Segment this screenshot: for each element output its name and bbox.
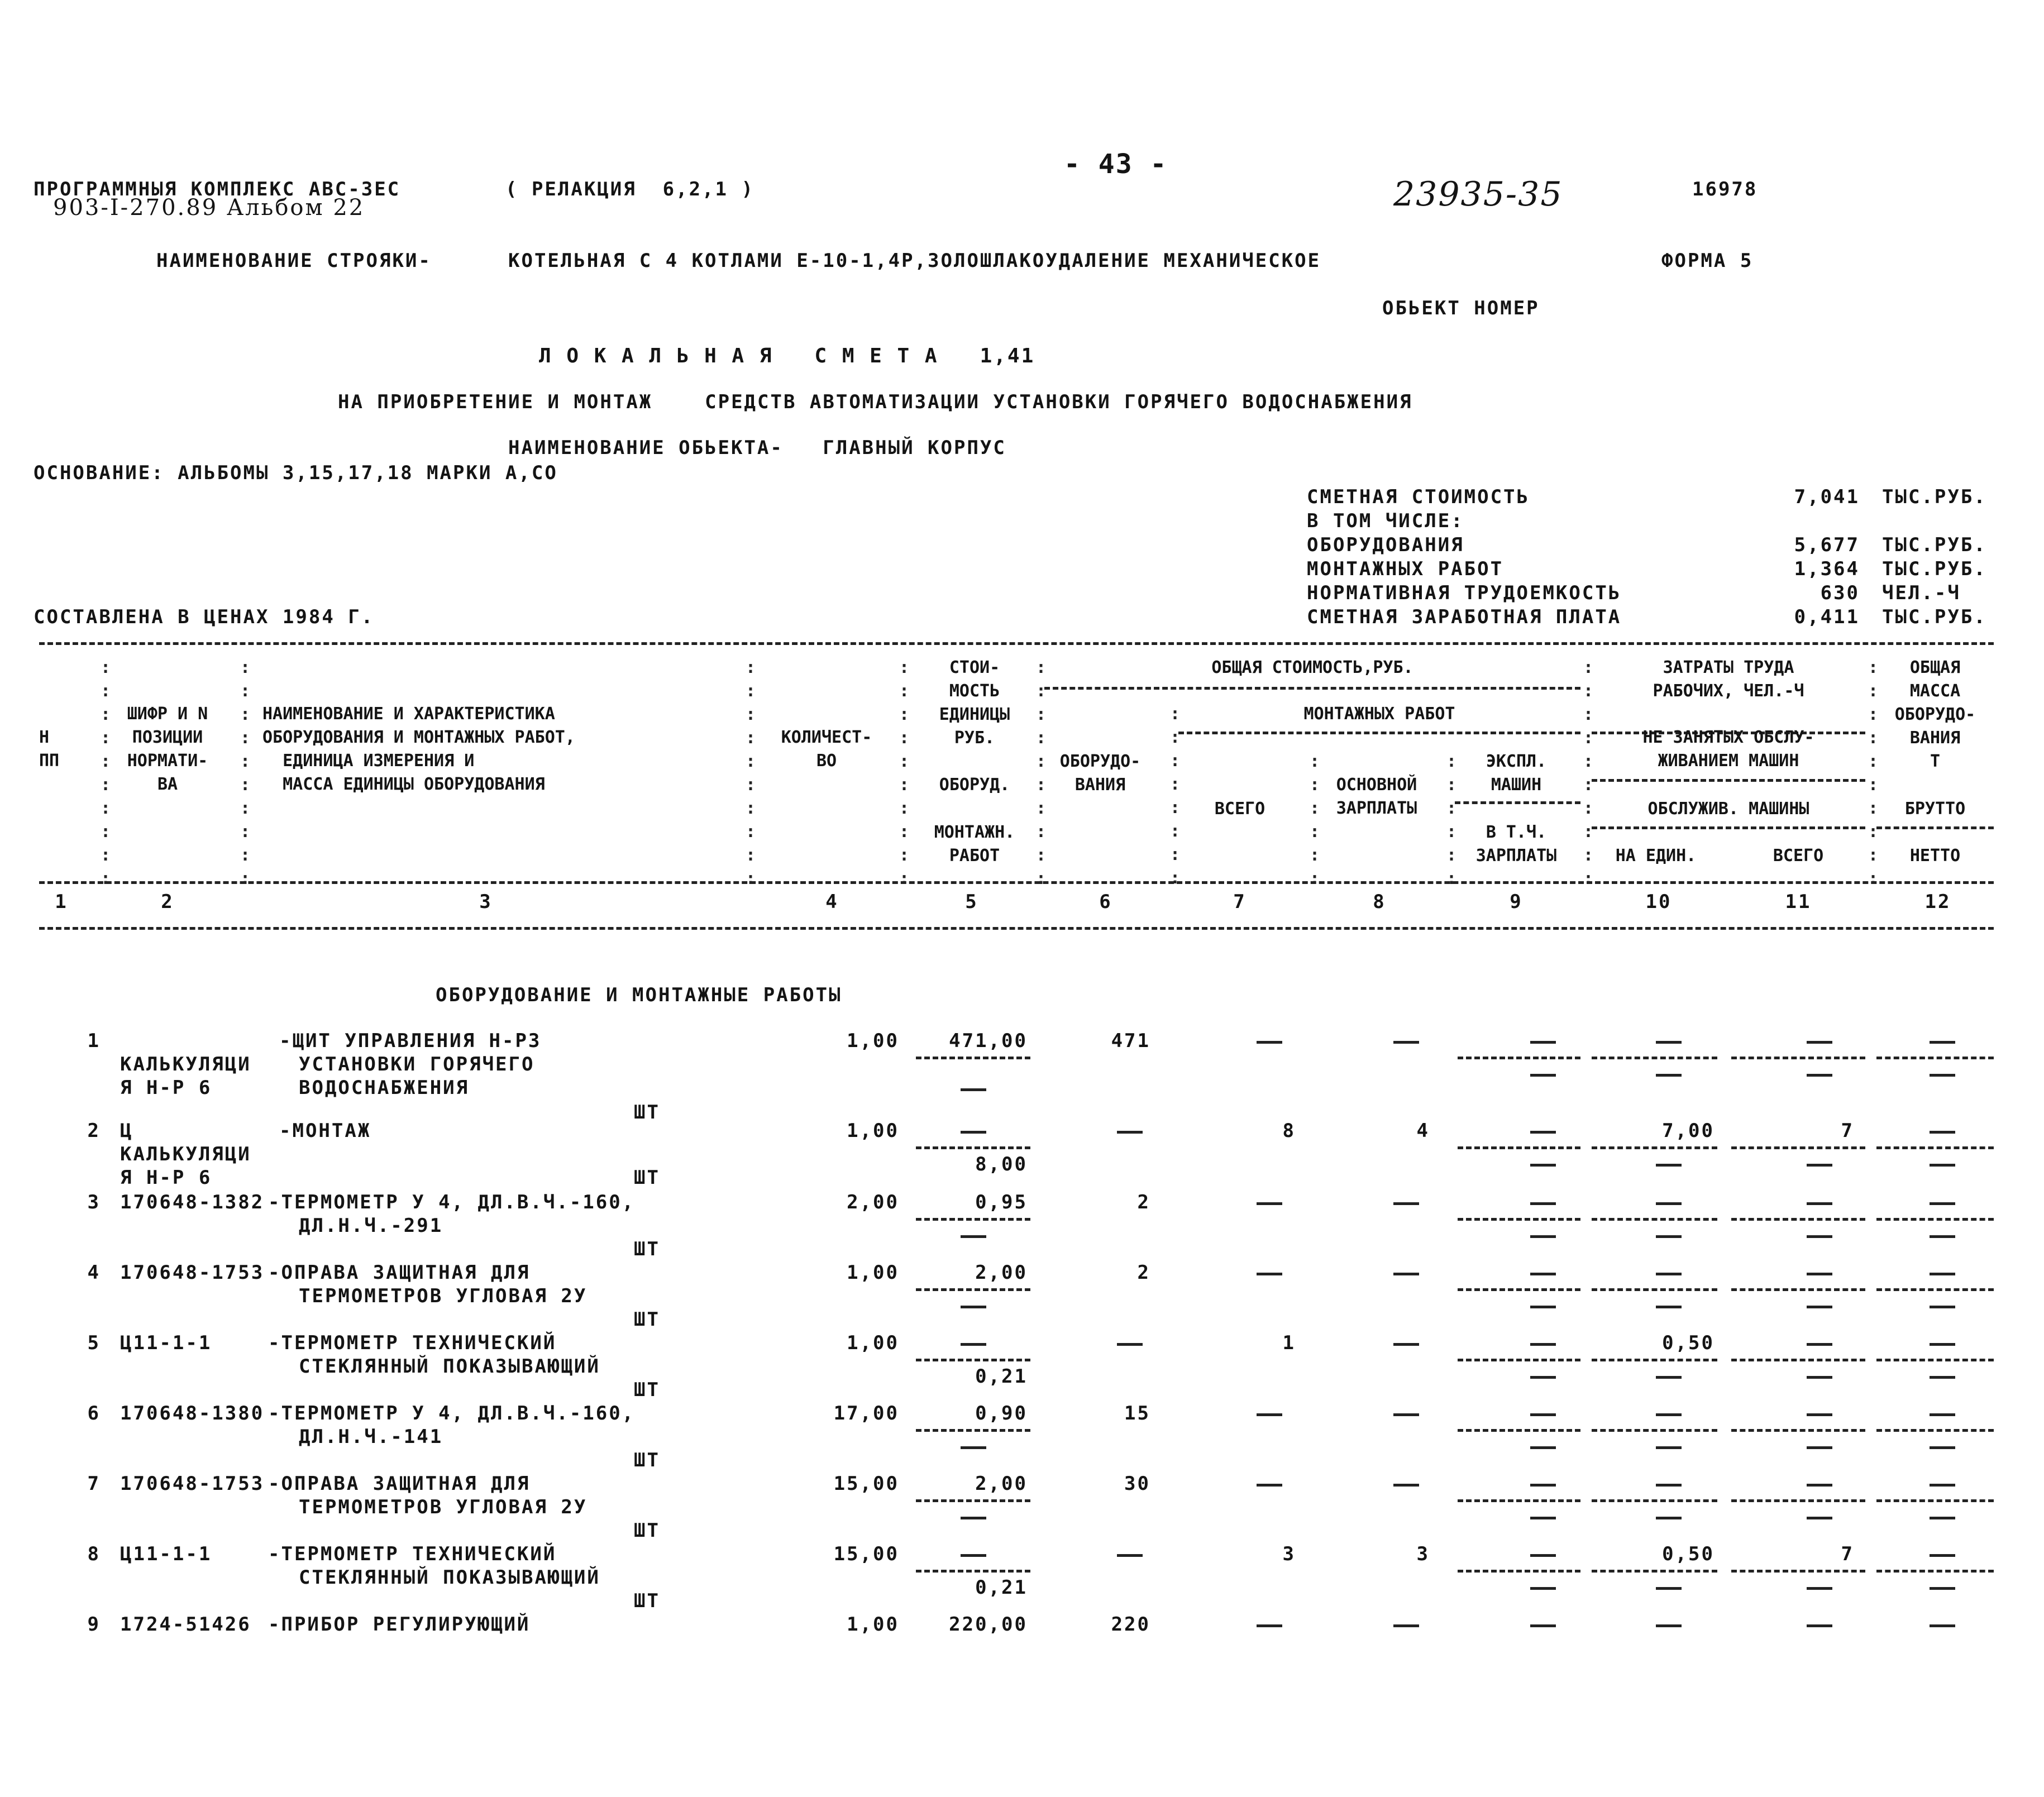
empty-value-dash [1656, 1517, 1682, 1519]
summary-label: МОНТАЖНЫХ РАБОТ [1307, 558, 1504, 580]
empty-value-dash [1930, 1235, 1955, 1238]
underline [916, 1288, 1030, 1291]
summary-value: 5,677 [1794, 534, 1860, 556]
summary-value: 1,364 [1794, 558, 1860, 580]
empty-value-dash [1930, 1517, 1955, 1519]
empty-value-dash [1807, 1273, 1832, 1275]
header-col-10: НА ЕДИН. [1615, 846, 1697, 866]
row-labor-total: 7 [1841, 1543, 1854, 1565]
empty-value-dash [1656, 1273, 1682, 1275]
header-separator: : : : : : : : : : : [101, 658, 111, 888]
summary-label: СМЕТНАЯ СТОИМОСТЬ [1307, 486, 1530, 508]
row-quantity: 1,00 [847, 1030, 899, 1052]
empty-value-dash [1930, 1624, 1955, 1627]
column-number: 2 [161, 891, 174, 913]
empty-value-dash [961, 1446, 986, 1449]
underline [1592, 1146, 1717, 1149]
row-labor-total: 7 [1841, 1120, 1854, 1142]
empty-value-dash [1257, 1624, 1282, 1627]
row-name: -ОПРАВА ЗАЩИТНАЯ ДЛЯ [268, 1473, 531, 1495]
empty-value-dash [1930, 1164, 1955, 1167]
column-number: 10 [1645, 891, 1672, 913]
row-quantity: 15,00 [833, 1543, 899, 1565]
prices-year: СОСТАВЛЕНА В ЦЕНАХ 1984 Г. [34, 606, 375, 628]
empty-value-dash [1530, 1587, 1556, 1590]
construction-label: НАИМЕНОВАНИЕ СТРОЯКИ- [156, 250, 432, 272]
empty-value-dash [1257, 1484, 1282, 1487]
summary-unit: ТЫС.РУБ. [1882, 486, 1987, 508]
row-quantity: 15,00 [833, 1473, 899, 1495]
empty-value-dash [1656, 1376, 1682, 1379]
empty-value-dash [1393, 1343, 1419, 1346]
row-price-equipment: 471,00 [949, 1030, 1028, 1052]
underline [1458, 1057, 1580, 1059]
row-quantity: 1,00 [847, 1120, 899, 1142]
empty-value-dash [1807, 1235, 1832, 1238]
empty-value-dash [1930, 1202, 1955, 1205]
row-labor-per-unit: 0,50 [1662, 1332, 1715, 1354]
row-number: 3 [87, 1191, 101, 1213]
header-col-11: ВСЕГО [1773, 846, 1824, 866]
column-number: 12 [1924, 891, 1951, 913]
underline [1458, 1218, 1580, 1221]
underline [1731, 1570, 1865, 1573]
empty-value-dash [1117, 1131, 1143, 1134]
empty-value-dash [1930, 1484, 1955, 1487]
underline [1592, 1218, 1717, 1221]
header-col-2: ШИФР И N ПОЗИЦИИ НОРМАТИ- ВА [127, 704, 208, 794]
row-number: 6 [87, 1402, 101, 1425]
header-col-5: СТОИ- МОСТЬ ЕДИНИЦЫ РУБ. [939, 658, 1010, 748]
empty-value-dash [961, 1235, 986, 1238]
empty-value-dash [1656, 1074, 1682, 1077]
row-quantity: 1,00 [847, 1332, 899, 1354]
row-number: 9 [87, 1613, 101, 1636]
underline [1592, 1288, 1717, 1291]
row-name: -ОПРАВА ЗАЩИТНАЯ ДЛЯ [268, 1261, 531, 1284]
underline [1458, 1429, 1580, 1432]
summary-label: В ТОМ ЧИСЛЕ: [1307, 510, 1464, 532]
summary-value: 7,041 [1794, 486, 1860, 508]
row-name: -ПРИБОР РЕГУЛИРУЮЩИЙ [268, 1613, 531, 1636]
empty-value-dash [1393, 1484, 1419, 1487]
row-price-equipment: 2,00 [975, 1473, 1028, 1495]
empty-value-dash [1656, 1587, 1682, 1590]
empty-value-dash [961, 1131, 986, 1134]
empty-value-dash [1656, 1413, 1682, 1416]
underline [1876, 1146, 1994, 1149]
column-number: 7 [1233, 891, 1247, 913]
row-code: Ц [120, 1120, 133, 1142]
header-separator: : : : : : : [1310, 752, 1320, 888]
underline [1731, 1288, 1865, 1291]
empty-value-dash [961, 1554, 986, 1557]
header-rule [1455, 801, 1580, 804]
empty-value-dash [1393, 1273, 1419, 1275]
header-rule [1876, 826, 1994, 829]
underline [1458, 1288, 1580, 1291]
empty-value-dash [1530, 1074, 1556, 1077]
empty-value-dash [1117, 1554, 1143, 1557]
row-number: 5 [87, 1332, 101, 1354]
summary-unit: ТЫС.РУБ. [1882, 534, 1987, 556]
header-separator: : : : : : : : : [1170, 704, 1181, 888]
empty-value-dash [1257, 1202, 1282, 1205]
column-number: 11 [1785, 891, 1812, 913]
row-equipment-cost: 15 [1124, 1402, 1150, 1425]
empty-value-dash [1530, 1306, 1556, 1308]
header-rule [1592, 826, 1865, 829]
empty-value-dash [1807, 1074, 1832, 1077]
row-quantity: 1,00 [847, 1613, 899, 1636]
underline [1458, 1146, 1580, 1149]
underline [1731, 1218, 1865, 1221]
underline [1458, 1570, 1580, 1573]
document-subtitle: НА ПРИОБРЕТЕНИЕ И МОНТАЖ СРЕДСТВ АВТОМАТИЗАЦИИ УСТАНОВКИ ГОРЯЧЕГО ВОДОСНАБЖЕНИЯ [338, 391, 1413, 413]
empty-value-dash [961, 1306, 986, 1308]
section-title: ОБОРУДОВАНИЕ И МОНТАЖНЫЕ РАБОТЫ [436, 984, 842, 1006]
row-equipment-cost: 2 [1137, 1191, 1150, 1213]
row-number: 4 [87, 1261, 101, 1284]
row-price-equipment: 2,00 [975, 1261, 1028, 1284]
header-col-5-mounting: МОНТАЖН. РАБОТ [934, 823, 1015, 866]
empty-value-dash [1257, 1413, 1282, 1416]
empty-value-dash [1393, 1202, 1419, 1205]
underline [916, 1499, 1030, 1502]
header-col-12: ОБЩАЯ МАССА ОБОРУДО- ВАНИЯ Т [1894, 658, 1976, 771]
row-name: ВОДОСНАБЖЕНИЯ [299, 1077, 470, 1099]
underline [1592, 1570, 1717, 1573]
row-unit: ШТ [634, 1449, 660, 1471]
underline [1876, 1288, 1994, 1291]
row-code: 1724-51426 [120, 1613, 251, 1636]
empty-value-dash [1930, 1554, 1955, 1557]
empty-value-dash [1117, 1343, 1143, 1346]
row-name: ДЛ.Н.Ч.-291 [299, 1215, 443, 1237]
underline [1731, 1429, 1865, 1432]
empty-value-dash [1656, 1235, 1682, 1238]
row-labor-per-unit: 7,00 [1662, 1120, 1715, 1142]
underline [916, 1570, 1030, 1573]
row-code: Ц11-1-1 [120, 1543, 212, 1565]
construction-name: КОТЕЛЬНАЯ С 4 КОТЛАМИ Е-10-1,4Р,ЗОЛОШЛАКОУДАЛЕНИЕ МЕХАНИЧЕСКОЕ [508, 250, 1321, 272]
column-number: 4 [825, 891, 839, 913]
row-labor-per-unit: 0,50 [1662, 1543, 1715, 1565]
summary-label: ОБОРУДОВАНИЯ [1307, 534, 1464, 556]
underline [916, 1359, 1030, 1361]
empty-value-dash [1807, 1484, 1832, 1487]
row-code: 170648-1382 [120, 1191, 265, 1213]
empty-value-dash [1930, 1306, 1955, 1308]
row-name: ДЛ.Н.Ч.-141 [299, 1426, 443, 1448]
header-col-5-equipment: ОБОРУД. [939, 775, 1010, 795]
empty-value-dash [1930, 1074, 1955, 1077]
row-name: СТЕКЛЯННЫЙ ПОКАЗЫВАЮЩИЙ [299, 1355, 600, 1378]
header-separator: : : : : : : : : : : [240, 658, 251, 888]
edition: ( РЕЛАКЦИЯ 6,2,1 ) [505, 178, 754, 200]
column-number: 5 [965, 891, 978, 913]
header-labor: ЗАТРАТЫ ТРУДА РАБОЧИХ, ЧЕЛ.-Ч [1653, 658, 1804, 701]
underline [1592, 1499, 1717, 1502]
underline [1876, 1359, 1994, 1361]
row-code: КАЛЬКУЛЯЦИ [120, 1053, 251, 1076]
row-price-mounting: 0,21 [975, 1576, 1028, 1599]
row-name: ТЕРМОМЕТРОВ УГЛОВАЯ 2У [299, 1496, 588, 1518]
header-separator: : : : : : : : : : : [899, 658, 910, 888]
summary-label: СМЕТНАЯ ЗАРАБОТНАЯ ПЛАТА [1307, 606, 1622, 628]
empty-value-dash [1257, 1273, 1282, 1275]
row-base-salary: 3 [1416, 1543, 1430, 1565]
empty-value-dash [1530, 1413, 1556, 1416]
underline [1731, 1057, 1865, 1059]
column-number: 8 [1373, 891, 1386, 913]
header-labor-machines: ОБСЛУЖИВ. МАШИНЫ [1647, 799, 1809, 819]
empty-value-dash [1530, 1273, 1556, 1275]
document-number: 16978 [1692, 178, 1758, 200]
empty-value-dash [961, 1088, 986, 1091]
empty-value-dash [1807, 1624, 1832, 1627]
row-name: -МОНТАЖ [279, 1120, 371, 1142]
row-name: -ТЕРМОМЕТР У 4, ДЛ.В.Ч.-160, [268, 1402, 636, 1425]
header-bottom-rule [39, 881, 1994, 884]
empty-value-dash [1930, 1273, 1955, 1275]
row-code: 170648-1380 [120, 1402, 265, 1425]
header-total-cost: ОБЩАЯ СТОИМОСТЬ,РУБ. [1211, 658, 1413, 677]
summary-value: 0,411 [1794, 606, 1860, 628]
empty-value-dash [1656, 1202, 1682, 1205]
empty-value-dash [1530, 1041, 1556, 1044]
header-rule [1592, 779, 1865, 782]
header-col-7: ВСЕГО [1214, 799, 1265, 819]
row-name: -ТЕРМОМЕТР ТЕХНИЧЕСКИЙ [268, 1543, 557, 1565]
empty-value-dash [1530, 1446, 1556, 1449]
empty-value-dash [1393, 1041, 1419, 1044]
empty-value-dash [1930, 1413, 1955, 1416]
row-name: -ТЕРМОМЕТР ТЕХНИЧЕСКИЙ [268, 1332, 557, 1354]
empty-value-dash [1656, 1041, 1682, 1044]
empty-value-dash [961, 1517, 986, 1519]
row-code: Ц11-1-1 [120, 1332, 212, 1354]
row-name: СТЕКЛЯННЫЙ ПОКАЗЫВАЮЩИЙ [299, 1566, 600, 1589]
row-code: 170648-1753 [120, 1473, 265, 1495]
row-price-equipment: 0,95 [975, 1191, 1028, 1213]
document-code: 23935-35 [1393, 175, 1563, 214]
row-name: ТЕРМОМЕТРОВ УГЛОВАЯ 2У [299, 1285, 588, 1307]
program-name: ПРОГРАММНЫЯ КОМПЛЕКС АВС-ЗЕС [34, 178, 401, 200]
empty-value-dash [1807, 1164, 1832, 1167]
column-numbers-rule [39, 927, 1994, 930]
row-equipment-cost: 2 [1137, 1261, 1150, 1284]
row-code: Я Н-Р 6 [120, 1077, 212, 1099]
underline [916, 1146, 1030, 1149]
empty-value-dash [1656, 1306, 1682, 1308]
form-number: ФОРМА 5 [1661, 250, 1754, 272]
underline [1876, 1057, 1994, 1059]
empty-value-dash [1930, 1131, 1955, 1134]
empty-value-dash [1393, 1413, 1419, 1416]
header-separator: : : : : : : : : : : [1583, 658, 1594, 888]
row-price-mounting: 0,21 [975, 1365, 1028, 1388]
row-unit: ШТ [634, 1379, 660, 1401]
empty-value-dash [1807, 1041, 1832, 1044]
empty-value-dash [1930, 1587, 1955, 1590]
row-code: Я Н-Р 6 [120, 1167, 212, 1189]
underline [1592, 1429, 1717, 1432]
summary-value: 630 [1820, 582, 1860, 604]
empty-value-dash [1930, 1376, 1955, 1379]
header-col-9-salary: В Т.Ч. ЗАРПЛАТЫ [1475, 823, 1557, 866]
header-col-12-gross: БРУТТО [1904, 799, 1966, 819]
header-rule [1178, 732, 1580, 734]
underline [1731, 1359, 1865, 1361]
underline [1458, 1499, 1580, 1502]
object-name: НАИМЕНОВАНИЕ ОБЬЕКТА- ГЛАВНЫЙ КОРПУС [508, 437, 1006, 459]
empty-value-dash [1807, 1413, 1832, 1416]
row-unit: ШТ [634, 1519, 660, 1542]
row-mounting-total: 1 [1282, 1332, 1296, 1354]
row-mounting-total: 8 [1282, 1120, 1296, 1142]
column-number: 9 [1510, 891, 1523, 913]
underline [1876, 1499, 1994, 1502]
underline [1458, 1359, 1580, 1361]
row-name: УСТАНОВКИ ГОРЯЧЕГО [299, 1053, 535, 1076]
row-code: 170648-1753 [120, 1261, 265, 1284]
row-unit: ШТ [634, 1308, 660, 1331]
empty-value-dash [1530, 1164, 1556, 1167]
header-col-8: ОСНОВНОЙ ЗАРПЛАТЫ [1336, 775, 1417, 818]
header-col-6: ОБОРУДО- ВАНИЯ [1059, 752, 1141, 795]
header-col-9: ЭКСПЛ. МАШИН [1486, 752, 1547, 795]
empty-value-dash [1807, 1343, 1832, 1346]
empty-value-dash [1656, 1164, 1682, 1167]
header-separator: : : : : : : : : : : [1868, 658, 1879, 888]
header-separator: : : : : : : [1446, 752, 1457, 888]
empty-value-dash [961, 1343, 986, 1346]
empty-value-dash [1807, 1306, 1832, 1308]
column-number: 6 [1099, 891, 1112, 913]
empty-value-dash [1530, 1376, 1556, 1379]
summary-label: НОРМАТИВНАЯ ТРУДОЕМКОСТЬ [1307, 582, 1622, 604]
page-number: - 43 - [1064, 149, 1168, 180]
row-quantity: 2,00 [847, 1191, 899, 1213]
header-col-12-net: НЕТТО [1909, 846, 1961, 866]
empty-value-dash [1530, 1131, 1556, 1134]
empty-value-dash [1530, 1235, 1556, 1238]
header-col-3: НАИМЕНОВАНИЕ И ХАРАКТЕРИСТИКА ОБОРУДОВАНИЯ И МОНТАЖНЫХ РАБОТ, ЕДИНИЦА ИЗМЕРЕНИЯ И МАССА ЕДИНИЦЫ ОБОРУДОВАНИЯ [262, 704, 575, 794]
empty-value-dash [1530, 1517, 1556, 1519]
row-number: 2 [87, 1120, 101, 1142]
header-rule [1044, 687, 1580, 690]
empty-value-dash [1530, 1624, 1556, 1627]
underline [916, 1057, 1030, 1059]
row-number: 8 [87, 1543, 101, 1565]
header-separator: : : : : : : : : : : [1036, 658, 1047, 888]
row-price-equipment: 0,90 [975, 1402, 1028, 1425]
document-title: Л О К А Л Ь Н А Я С М Е Т А 1,41 [539, 345, 1035, 367]
empty-value-dash [1257, 1041, 1282, 1044]
empty-value-dash [1530, 1484, 1556, 1487]
empty-value-dash [1807, 1202, 1832, 1205]
row-name: -ЩИТ УПРАВЛЕНИЯ Н-Р3 [279, 1030, 542, 1052]
empty-value-dash [1530, 1202, 1556, 1205]
row-quantity: 1,00 [847, 1261, 899, 1284]
summary-unit: ТЫС.РУБ. [1882, 606, 1987, 628]
row-equipment-cost: 220 [1111, 1613, 1150, 1636]
row-number: 7 [87, 1473, 101, 1495]
underline [1876, 1570, 1994, 1573]
row-unit: ШТ [634, 1590, 660, 1612]
underline [1592, 1359, 1717, 1361]
empty-value-dash [1930, 1343, 1955, 1346]
empty-value-dash [1930, 1041, 1955, 1044]
header-col-4: КОЛИЧЕСТ- ВО [781, 728, 872, 771]
row-code: КАЛЬКУЛЯЦИ [120, 1143, 251, 1165]
row-unit: ШТ [634, 1101, 660, 1124]
row-price-mounting: 8,00 [975, 1153, 1028, 1175]
column-number: 3 [479, 891, 493, 913]
row-unit: ШТ [634, 1238, 660, 1260]
underline [1876, 1429, 1994, 1432]
row-name: -ТЕРМОМЕТР У 4, ДЛ.В.Ч.-160, [268, 1191, 636, 1213]
row-mounting-total: 3 [1282, 1543, 1296, 1565]
underline [1731, 1146, 1865, 1149]
empty-value-dash [1656, 1484, 1682, 1487]
header-separator: : : : : : : : : : : [746, 658, 756, 888]
empty-value-dash [1807, 1376, 1832, 1379]
summary-unit: ТЫС.РУБ. [1882, 558, 1987, 580]
underline [916, 1429, 1030, 1432]
row-equipment-cost: 30 [1124, 1473, 1150, 1495]
header-mount: МОНТАЖНЫХ РАБОТ [1303, 704, 1455, 724]
row-price-equipment: 220,00 [949, 1613, 1028, 1636]
header-labor-not-machines: НЕ ЗАНЯТЫХ ОБСЛУ- ЖИВАНИЕМ МАШИН [1642, 728, 1814, 771]
underline [1592, 1057, 1717, 1059]
empty-value-dash [1530, 1343, 1556, 1346]
empty-value-dash [1807, 1587, 1832, 1590]
empty-value-dash [1393, 1624, 1419, 1627]
object-number: ОБЬЕКТ НОМЕР [1382, 297, 1540, 319]
empty-value-dash [1656, 1624, 1682, 1627]
underline [916, 1218, 1030, 1221]
column-number: 1 [55, 891, 68, 913]
empty-value-dash [1530, 1554, 1556, 1557]
empty-value-dash [1930, 1446, 1955, 1449]
table-top-rule [39, 642, 1994, 645]
album-number: 903-I-270.89 Альбом 22 [53, 195, 365, 221]
row-number: 1 [87, 1030, 101, 1052]
row-equipment-cost: 471 [1111, 1030, 1150, 1052]
empty-value-dash [1807, 1517, 1832, 1519]
row-quantity: 17,00 [833, 1402, 899, 1425]
header-col-1: Н ПП [39, 728, 60, 771]
underline [1876, 1218, 1994, 1221]
row-unit: ШТ [634, 1167, 660, 1189]
row-base-salary: 4 [1416, 1120, 1430, 1142]
basis: ОСНОВАНИЕ: АЛЬБОМЫ 3,15,17,18 МАРКИ А,СО [34, 462, 558, 484]
underline [1731, 1499, 1865, 1502]
empty-value-dash [1656, 1446, 1682, 1449]
empty-value-dash [1807, 1446, 1832, 1449]
summary-unit: ЧЕЛ.-Ч [1882, 582, 1961, 604]
